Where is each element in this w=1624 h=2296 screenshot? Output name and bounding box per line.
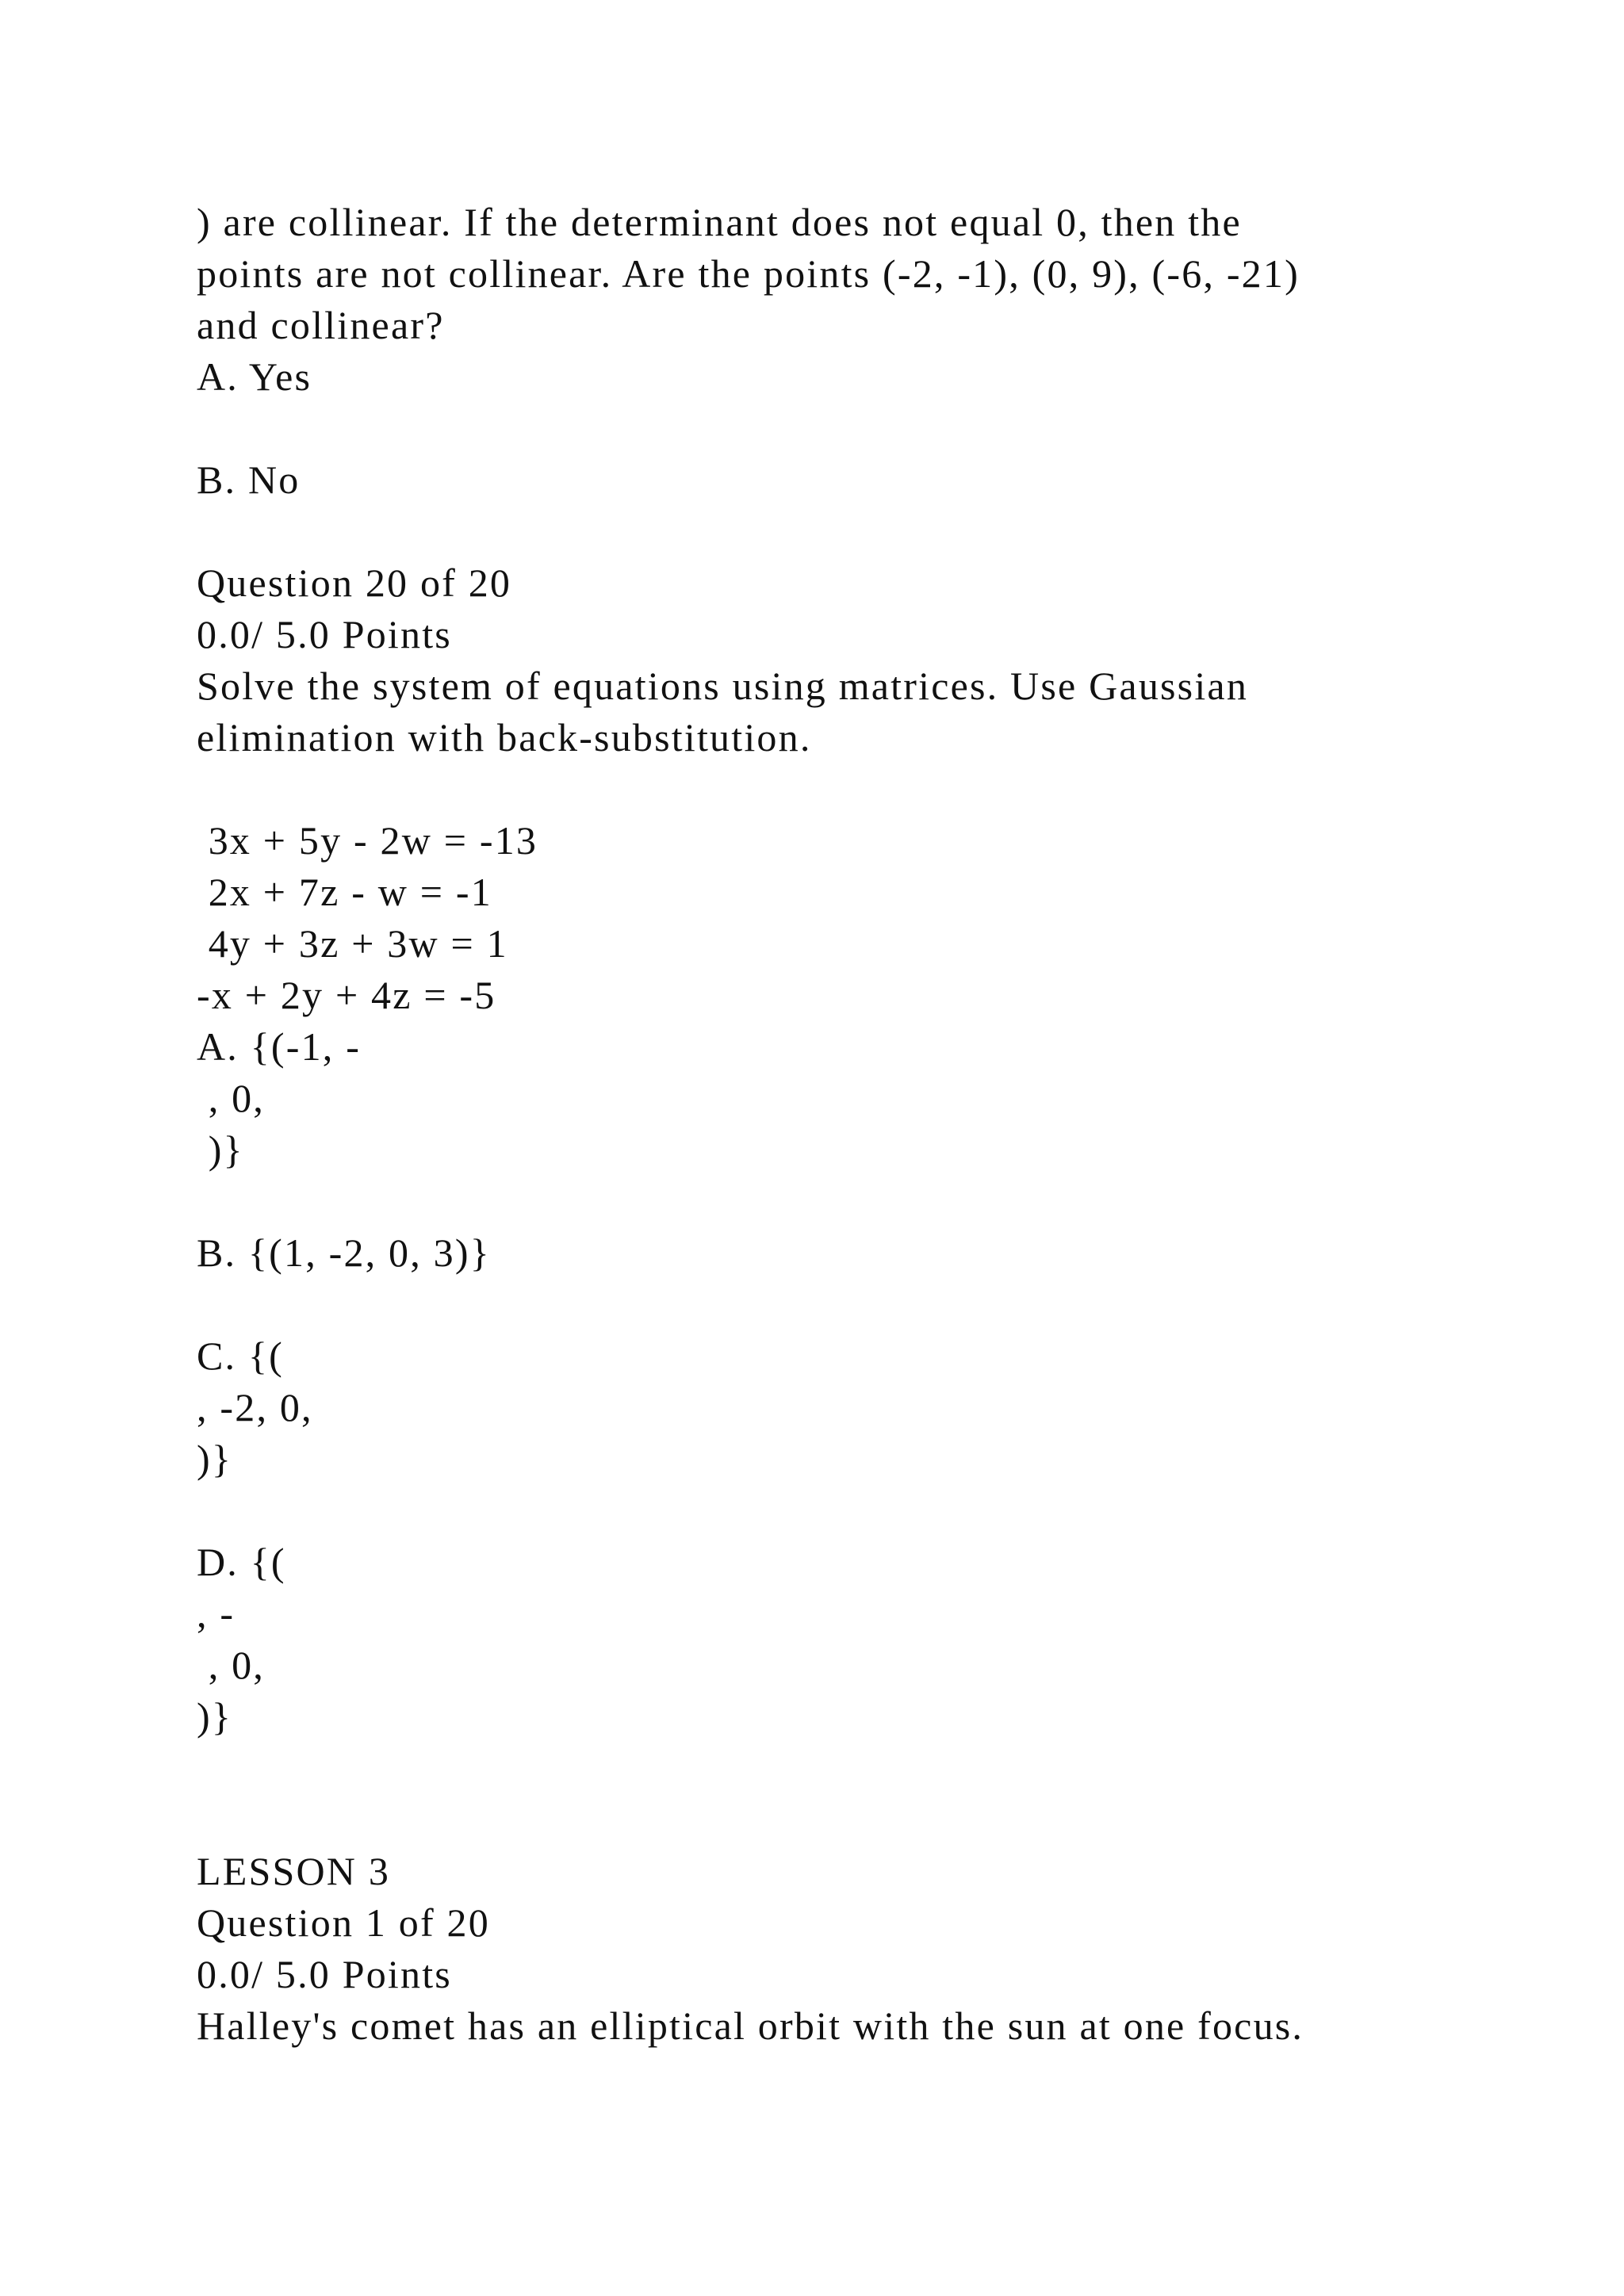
text-line-collinear-intro: ) are collinear. If the determinant does not equal 0, then the: [197, 200, 1242, 244]
question-prompt-line-2: elimination with back-substitution.: [197, 715, 812, 760]
answer-option-c-line-1: C. {(: [197, 1334, 284, 1378]
question-prompt-lesson-3: Halley's comet has an elliptical orbit with the sun at one focus.: [197, 2003, 1304, 2048]
question-prompt-line-1: Solve the system of equations using matrices. Use Gaussian: [197, 664, 1249, 708]
answer-option-c-line-3: )}: [197, 1437, 233, 1481]
equation-4: -x + 2y + 4z = -5: [197, 973, 496, 1017]
answer-option-b-no: B. No: [197, 457, 301, 502]
equation-2: 2x + 7z - w = -1: [197, 870, 492, 914]
equation-1: 3x + 5y - 2w = -13: [197, 818, 538, 863]
answer-option-b: B. {(1, -2, 0, 3)}: [197, 1230, 491, 1275]
answer-option-a-line-1: A. {(-1, -: [197, 1024, 362, 1069]
text-line-points-question: points are not collinear. Are the points (-2, -1), (0, 9), (-6, -21): [197, 251, 1300, 296]
answer-option-d-line-1: D. {(: [197, 1540, 286, 1584]
answer-option-d-line-3: , 0,: [197, 1643, 265, 1687]
answer-option-d-line-2: , -: [197, 1591, 236, 1636]
answer-option-c-line-2: , -2, 0,: [197, 1385, 313, 1429]
text-line-and-collinear: and collinear?: [197, 303, 445, 347]
lesson-heading: LESSON 3: [197, 1849, 391, 1893]
answer-option-a-line-2: , 0,: [197, 1076, 265, 1120]
answer-option-d-line-4: )}: [197, 1694, 233, 1739]
question-points: 0.0/ 5.0 Points: [197, 612, 452, 656]
equation-3: 4y + 3z + 3w = 1: [197, 921, 508, 966]
question-number-lesson-3: Question 1 of 20: [197, 1900, 490, 1945]
answer-option-a-line-3: )}: [197, 1127, 244, 1172]
question-number: Question 20 of 20: [197, 561, 512, 605]
answer-option-a-yes: A. Yes: [197, 354, 312, 399]
question-points-lesson-3: 0.0/ 5.0 Points: [197, 1952, 452, 1996]
